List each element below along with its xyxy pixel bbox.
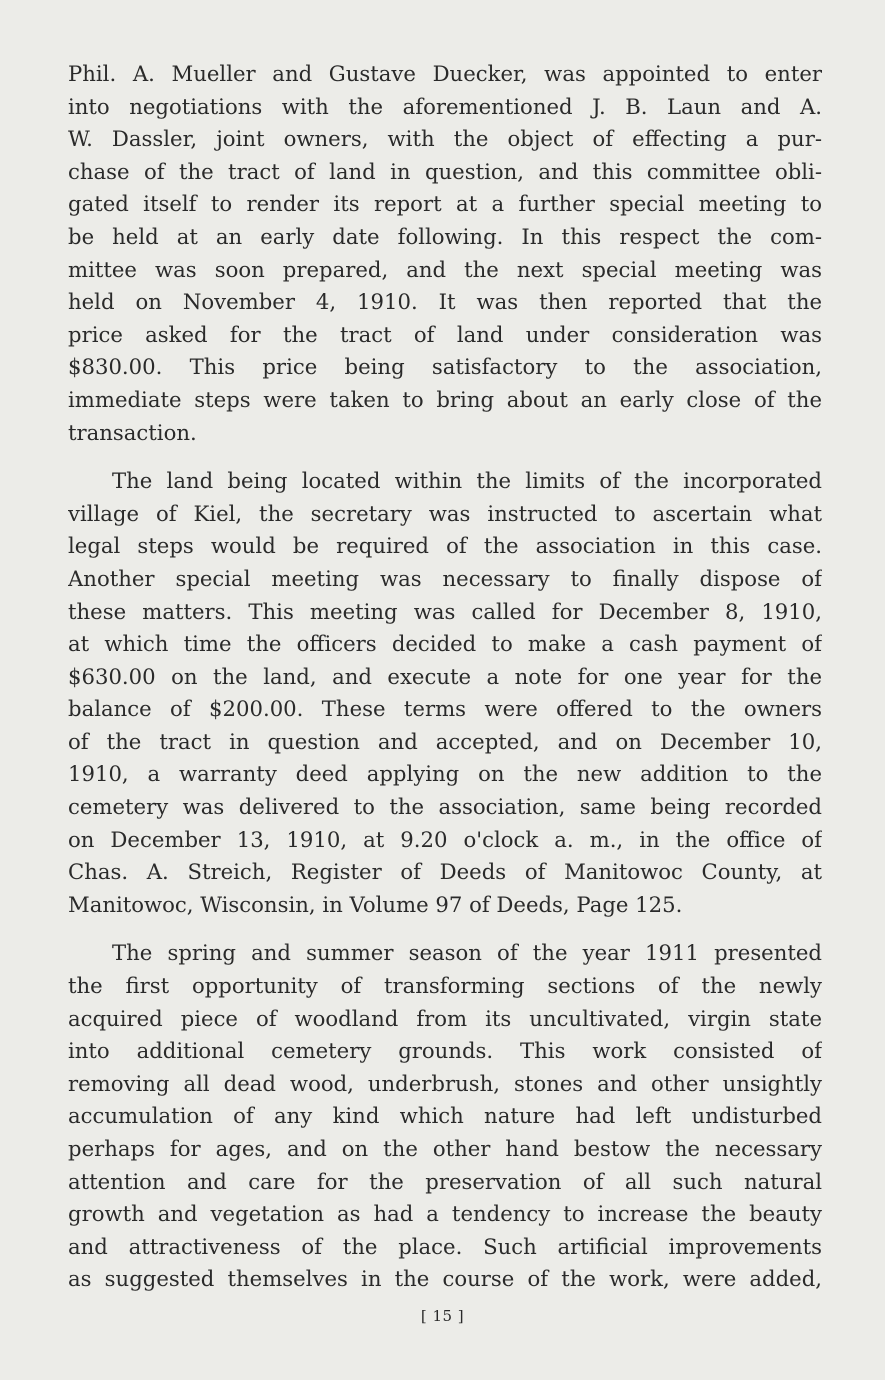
text-line: as suggested themselves in the course of the work, were added, [68,1266,822,1292]
text-line: Phil. A. Mueller and Gustave Duecker, was appointed to enter [68,61,822,86]
text-line: at which time the officers decided to make a cash payment of [68,631,822,657]
paragraph-3 [68,937,822,1296]
text-line: acquired piece of woodland from its uncultivated, virgin state [68,1005,822,1031]
text-line: removing all dead wood, underbrush, stones and other unsightly [68,1070,822,1096]
paragraph-spacer [68,921,822,937]
text-line: balance of $200.00. These terms were offered to the owners [68,696,822,722]
text-line: chase of the tract of land in question, and this committee obli- [68,158,822,184]
paragraph-spacer [68,449,822,465]
text-line: and attractiveness of the place. Such artificial improvements [68,1233,822,1259]
paragraph-1 [68,58,822,449]
text-line: into additional cemetery grounds. This work consisted of [68,1038,822,1064]
text-line: W. Dassler, joint owners, with the object of effecting a pur- [68,126,822,152]
text-line: Chas. A. Streich, Register of Deeds of Manitowoc County, at [68,859,822,885]
text-line: into negotiations with the aforementioned J. B. Laun and A. [68,93,822,119]
text-line: transaction. [68,419,197,445]
text-line: The land being located within the limits of the incorporated [112,468,822,494]
text-line: gated itself to render its report at a further special meeting to [68,191,822,217]
book-page [68,58,822,1358]
text-line: held on November 4, 1910. It was then reported that the [68,289,822,315]
text-line: perhaps for ages, and on the other hand bestow the necessary [68,1136,822,1161]
page-number: [ 15 ] [420,1307,465,1325]
text-line: 1910, a warranty deed applying on the new addition to the [68,761,822,787]
text-line: immediate steps were taken to bring about an early close of the [68,386,822,412]
text-line: accumulation of any kind which nature had left undisturbed [68,1103,822,1129]
text-line: The spring and summer season of the year 1911 presented [112,940,822,966]
text-line: attention and care for the preservation of all such natural [68,1168,822,1194]
text-line: growth and vegetation as had a tendency to increase the beauty [68,1201,822,1227]
text-line: legal steps would be required of the association in this case. [68,533,822,559]
text-line: village of Kiel, the secretary was instructed to ascertain what [68,500,822,526]
text-line: $830.00. This price being satisfactory to the association, [68,354,822,380]
text-line: price asked for the tract of land under consideration was [68,321,822,347]
text-line: cemetery was delivered to the association, same being recorded [68,794,822,820]
text-line: Another special meeting was necessary to finally dispose of [68,565,822,591]
text-line: Manitowoc, Wisconsin, in Volume 97 of Deeds, Page 125. [68,891,683,917]
text-line: mittee was soon prepared, and the next special meeting was [68,256,822,282]
text-line: on December 13, 1910, at 9.20 o'clock a. m., in the office of [68,826,822,852]
paragraph-2 [68,465,822,921]
text-line: the first opportunity of transforming sections of the newly [68,973,822,999]
text-line: these matters. This meeting was called for December 8, 1910, [68,598,822,624]
text-line: be held at an early date following. In this respect the com- [68,223,822,249]
text-line: of the tract in question and accepted, and on December 10, [68,728,822,754]
text-line: $630.00 on the land, and execute a note for one year for the [68,663,822,689]
